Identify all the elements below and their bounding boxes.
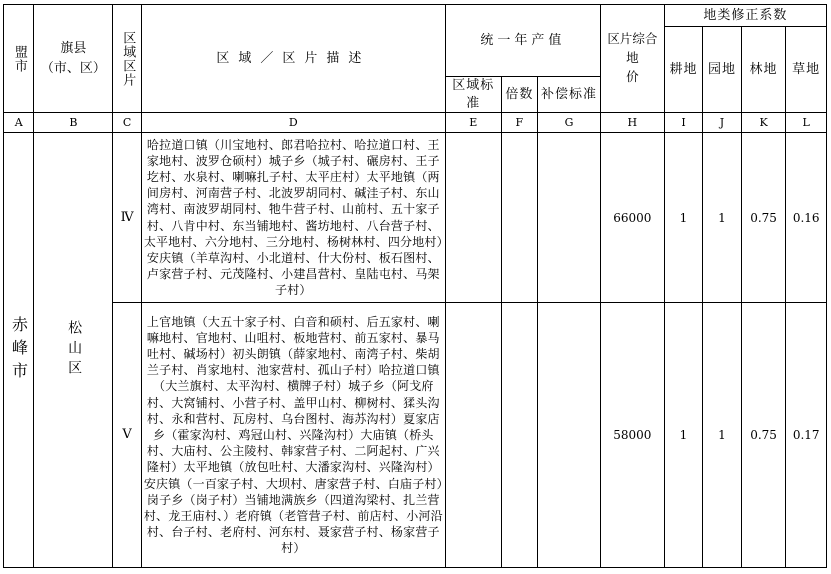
cell-forest-value [741,303,786,568]
letter-f [501,113,537,133]
letter-j-text: J [719,116,725,130]
cell-orchard-value [703,133,742,303]
header-county-label-line1: 旗县 [60,41,87,57]
letter-a [4,113,34,133]
header-cell-annual-value-group [445,5,600,77]
letter-k [741,113,786,133]
orchard-coefficient: 1 [718,210,726,225]
farmland-coefficient: 1 [679,428,688,442]
letter-c-text: C [122,116,132,130]
letter-l-text: L [802,116,810,130]
table-row [4,133,827,303]
cell-multiple-value [501,133,537,303]
header-city-label: 盟市 [11,44,27,73]
letter-a-text: A [14,116,23,130]
cell-compensation-value [538,133,601,303]
land-price-table [3,4,827,568]
grassland-coefficient: 0.16 [792,210,820,225]
header-description-label: 区域／区片描述 [216,50,371,66]
header-cell-area-standard [445,77,501,113]
header-county-label-line2: （市、区） [40,60,106,76]
header-forest-label: 林地 [749,61,778,77]
header-price-line3: 价 [626,68,639,84]
comprehensive-price: 66000 [613,210,652,225]
header-cell-correction-group [664,5,826,27]
header-price-line1: 区片综合 [607,31,658,47]
letter-g-text: G [564,116,574,130]
letter-d-text: D [288,116,298,130]
letter-g [538,113,601,133]
header-price-line2: 地 [626,50,639,66]
header-grassland-label: 草地 [792,61,821,77]
cell-area-standard-value [445,303,501,568]
orchard-coefficient: 1 [718,428,726,442]
header-row-top [4,5,827,27]
header-farmland-label: 耕地 [669,61,698,77]
table-row [4,303,827,568]
header-correction-label: 地类修正系数 [703,7,788,23]
header-cell-multiple [501,77,537,113]
city-name: 赤峰市 [9,315,29,385]
letter-b [34,113,113,133]
header-cell-description [141,5,445,113]
zone-description: 哈拉道口镇（川宝地村、郎君哈拉村、哈拉道口村、王家地村、波罗仓硕村）城子乡（城子村、碾房村、王子圪村、水泉村、喇嘛扎子村、太平庄村）太平地镇（两间房村、河南营子村、北波罗胡同村、碱洼子村、东山湾村、南波罗胡同村、牠牛营子村、山前村、五十家子村、八肯中村、东当铺地村、酱坊地村、八台营子村、太平地村、六分地村、三分地村、杨树林村、四分地村）安庆镇（羊草沟村、小北道村、什大份村、板石图村、卢家营子村、元茂隆村、小建昌营村、皇陆屯村、马架子村） [143,137,443,298]
letter-c [113,113,141,133]
letter-i-text: I [681,116,686,130]
header-compensation-label: 补偿标准 [540,86,597,102]
cell-description-value [141,303,445,568]
zone-description: 上官地镇（大五十家子村、白音和硕村、后五家村、喇嘛地村、官地村、山咀村、板地营村、前五家村、暴马吐村、碱场村）初头朗镇（薛家地村、南湾子村、柴胡兰子村、肖家地村、池家营村、孤山子村）哈拉道口镇（大兰旗村、太平沟村、横牌子村）城子乡（阿戈府村、大窝铺村、小营子村、盖甲山村、柳树村、猱头沟村、永和营村、瓦房村、乌台图村、海苏沟村）夏家店乡（霍家沟村、鸡冠山村、兴隆沟村）大庙镇（桥头村、大庙村、公主陵村、韩家营子村、二阿起村、广兴隆村）太平地镇（放包吐村、大潘家沟村、兴隆沟村）安庆镇（一百家子村、大坝村、唐家营子村、白庙子村）岗子乡（岗子村）当铺地满族乡（四道沟梁村、扎兰营村、龙王庙村、）老府镇（老管营子村、前店村、小河沿村、台子村、老府村、河东村、聂家营子村、杨家营子村） [143,314,443,556]
grassland-coefficient: 0.17 [792,428,820,442]
cell-city-value [4,133,34,568]
farmland-coefficient: 1 [679,210,688,225]
comprehensive-price: 58000 [613,428,652,442]
letter-j [703,113,742,133]
header-orchard-label: 园地 [707,61,736,77]
letter-i [664,113,703,133]
letter-l [786,113,827,133]
header-row-letters [4,113,827,133]
header-cell-zone [113,5,141,113]
header-cell-city [4,5,34,113]
letter-h-text: H [627,116,638,130]
letter-b-text: B [69,116,78,130]
forest-coefficient: 0.75 [750,210,777,225]
header-cell-compensation-standard [538,77,601,113]
cell-forest-value [741,133,786,303]
cell-area-standard-value [445,133,501,303]
forest-coefficient: 0.75 [750,428,777,442]
header-annual-value-label: 统一年产值 [480,32,566,48]
letter-e-text: E [469,116,478,130]
cell-description-value [141,133,445,303]
cell-orchard-value [703,303,742,568]
header-cell-comprehensive-price [600,5,664,113]
header-cell-orchard [703,27,742,113]
cell-county-value [34,133,113,568]
cell-zone-value [113,133,141,303]
cell-grassland-value [786,303,827,568]
cell-comprehensive-price-value [600,303,664,568]
cell-zone-value [113,303,141,568]
header-cell-forest [741,27,786,113]
cell-grassland-value [786,133,827,303]
cell-farmland-value [664,133,703,303]
letter-h [600,113,664,133]
header-cell-county [34,5,113,113]
letter-e [445,113,501,133]
header-multiple-label: 倍数 [505,86,534,102]
county-name: 松山区 [66,320,83,381]
cell-compensation-value [538,303,601,568]
cell-multiple-value [501,303,537,568]
letter-f-text: F [515,116,524,130]
zone-code: Ⅴ [122,427,132,443]
letter-k-text: K [759,116,768,130]
header-area-standard-label: 区域标准 [452,78,495,111]
zone-code: Ⅳ [120,209,134,225]
letter-d [141,113,445,133]
cell-farmland-value [664,303,703,568]
header-zone-label: 区域区片 [120,30,136,87]
header-cell-grassland [786,27,827,113]
cell-comprehensive-price-value [600,133,664,303]
header-cell-farmland [664,27,703,113]
